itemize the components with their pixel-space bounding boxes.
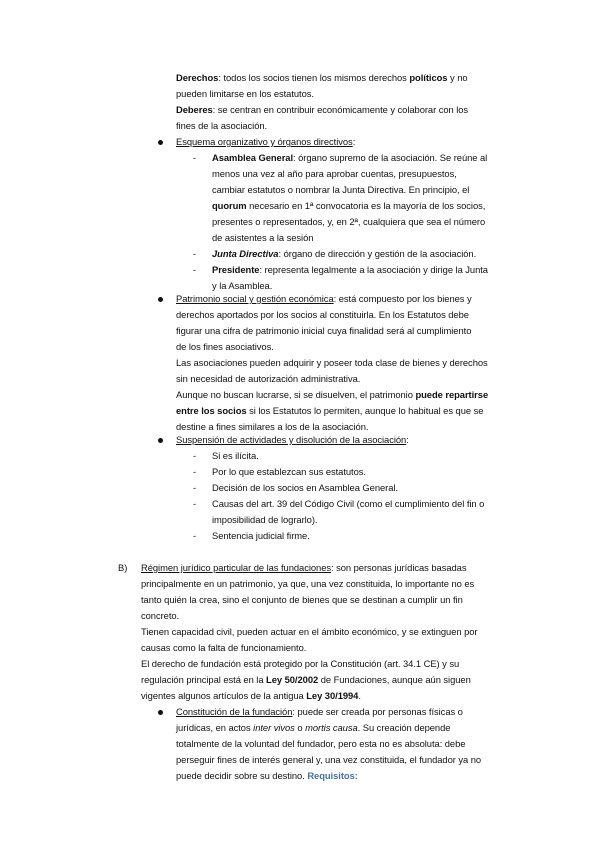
dash-icon: - — [193, 466, 197, 477]
derechos-line-1: Derechos: todos los socios tienen los mismos derechos políticos y no — [176, 72, 468, 83]
asamblea-line-6: de asistentes a la sesión — [212, 232, 314, 243]
bullet-icon — [158, 710, 163, 715]
suspension-heading: Suspensión de actividades y disolución de la asociación: — [176, 434, 409, 445]
dash-icon: - — [193, 152, 197, 163]
suspension-item: Por lo que establezcan sus estatutos. — [212, 466, 366, 477]
fundaciones-line-5: Tienen capacidad civil, pueden actuar en el ámbito económico, y se extinguen por — [141, 626, 478, 637]
fundaciones-line-6: causas como la falta de funcionamiento. — [141, 642, 307, 653]
suspension-item: Causas del art. 39 del Código Civil (como el cumplimiento del fin o — [212, 498, 485, 509]
fundaciones-line-1: Régimen jurídico particular de las fundaciones: son personas jurídicas basadas — [141, 562, 467, 573]
suspension-item: Decisión de los socios en Asamblea General. — [212, 482, 398, 493]
suspension-item: Si es ilícita. — [212, 450, 259, 461]
constitucion-line-4: perseguir fines de interés general y, una vez constituida, el fundador ya no — [176, 754, 482, 765]
deberes-line-1: Deberes: se centran en contribuir económicamente y colaborar con los — [176, 104, 469, 115]
dash-icon: - — [193, 498, 197, 509]
deberes-line-2: fines de la asociación. — [176, 120, 268, 131]
asamblea-line-2: menos una vez al año para aprobar cuentas, presupuestos, — [212, 168, 457, 179]
patrimonio-line-4: de los fines asociativos. — [176, 341, 274, 352]
constitucion-line-2: jurídicas, en actos inter vivos o mortis causa. Su creación depende — [176, 722, 451, 733]
patrimonio-line-5: Las asociaciones pueden adquirir y poseer toda clase de bienes y derechos — [176, 357, 488, 368]
requisitos-label: Requisitos: — [307, 770, 358, 781]
dash-icon: - — [193, 264, 197, 275]
patrimonio-line-6: sin necesidad de autorización administrativa. — [176, 373, 361, 384]
dash-icon: - — [193, 530, 197, 541]
section-marker: B) — [118, 562, 128, 573]
dash-icon: - — [193, 450, 197, 461]
dash-icon: - — [193, 482, 197, 493]
asamblea-line-3: cambiar estatutos o nombrar la Junta Directiva. En principio, el — [212, 184, 470, 195]
constitucion-line-1: Constitución de la fundación: puede ser creada por personas físicas o — [176, 706, 463, 717]
fundaciones-line-9: vigentes algunos artículos de la antigua Ley 30/1994. — [141, 690, 361, 701]
patrimonio-line-2: derechos aportados por los socios al constituirla. En los Estatutos debe — [176, 309, 469, 320]
patrimonio-line-9: destine a fines similares a los de la asociación. — [176, 421, 369, 432]
patrimonio-line-1: Patrimonio social y gestión económica: está compuesto por los bienes y — [176, 293, 472, 304]
asamblea-line-5: presentes o representados, y, en 2ª, cualquiera que sea el número — [212, 216, 486, 227]
presidente-line-2: y la Asamblea. — [212, 280, 273, 291]
fundaciones-line-2: principalmente en un patrimonio, ya que, una vez constituida, lo importante no es — [141, 578, 475, 589]
patrimonio-line-3: figurar una cifra de patrimonio inicial cuya finalidad será al cumplimiento — [176, 325, 472, 336]
bullet-icon — [158, 297, 163, 302]
esquema-heading: Esquema organizativo y órganos directivos: — [176, 136, 356, 147]
fundaciones-line-3: tanto quién la crea, sino el conjunto de bienes que se destinan a cumplir un fin — [141, 594, 463, 605]
constitucion-line-3: totalmente de la voluntad del fundador, pero esta no es absoluta: debe — [176, 738, 466, 749]
patrimonio-line-8: entre los socios si los Estatutos lo permiten, aunque lo habitual es que se — [176, 405, 484, 416]
junta-line-1: Junta Directiva: órgano de dirección y gestión de la asociación. — [212, 248, 477, 259]
constitucion-line-5: puede decidir sobre su destino. Requisitos: — [176, 770, 358, 781]
bullet-icon — [158, 438, 163, 443]
bullet-icon — [158, 140, 163, 145]
derechos-line-2: pueden limitarse en los estatutos. — [176, 88, 314, 99]
fundaciones-line-8: regulación principal está en la Ley 50/2002 de Fundaciones, aunque aún siguen — [141, 674, 471, 685]
dash-icon: - — [193, 248, 197, 259]
asamblea-line-4: quorum necesario en 1ª convocatoria es la mayoría de los socios, — [212, 200, 486, 211]
presidente-line-1: Presidente: representa legalmente a la asociación y dirige la Junta — [212, 264, 488, 275]
suspension-item: Sentencia judicial firme. — [212, 530, 310, 541]
fundaciones-line-4: concreto. — [141, 610, 180, 621]
fundaciones-line-7: El derecho de fundación está protegido por la Constitución (art. 34.1 CE) y su — [141, 658, 460, 669]
patrimonio-line-7: Aunque no buscan lucrarse, si se disuelven, el patrimonio puede repartirse — [176, 389, 489, 400]
asamblea-line-1: Asamblea General: órgano supremo de la asociación. Se reúne al — [212, 152, 488, 163]
suspension-item-continued: imposibilidad de lograrlo). — [212, 514, 318, 525]
